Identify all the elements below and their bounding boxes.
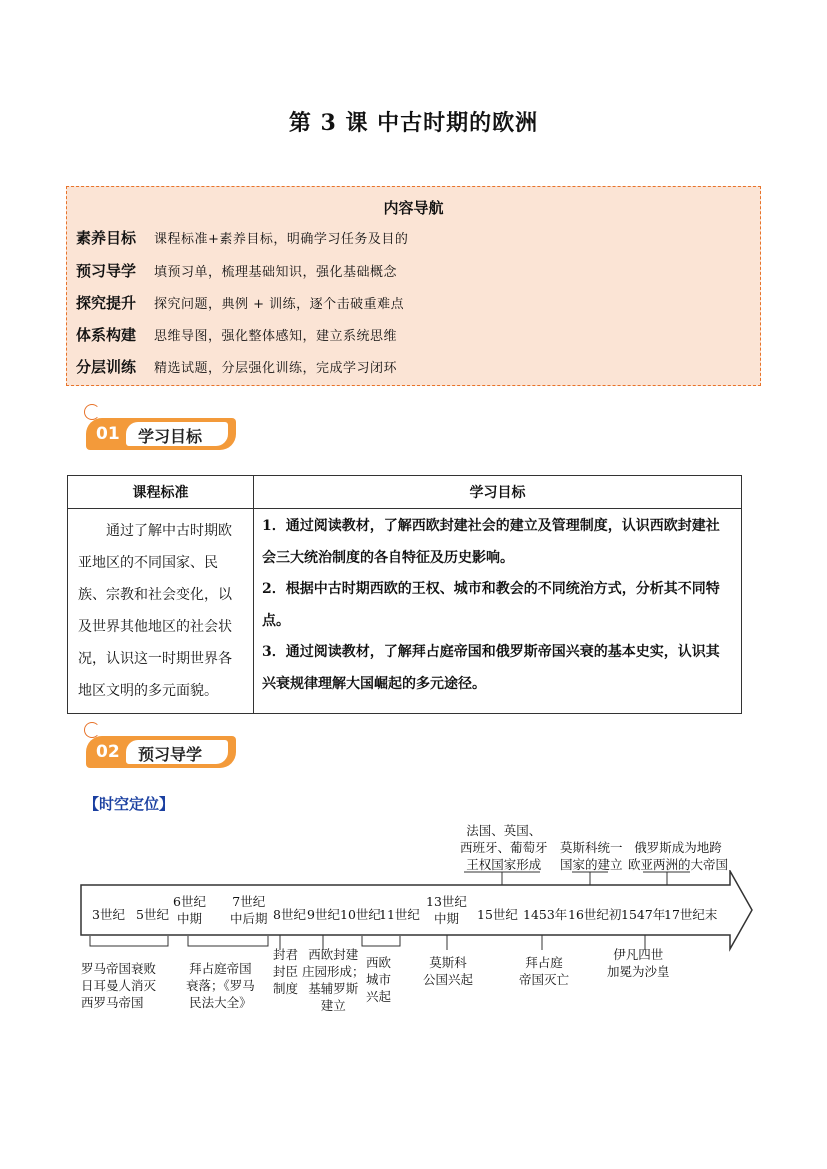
badge-number: 01 [96,424,120,444]
timeline-label: 10世纪 [340,907,381,922]
table-header-row [68,476,742,509]
timeline-event-below: 莫斯科 公国兴起 [423,955,474,987]
timeline-label: 15世纪 [477,907,518,922]
nav-value: 精选试题，分层强化训练，完成学习闭环 [154,361,398,376]
nav-value: 思维导图，强化整体感知，建立系统思维 [154,329,398,344]
timeline-label: 11世纪 [379,907,420,922]
timeline-event-above: 俄罗斯成为地跨 欧亚两洲的大帝国 [628,840,729,872]
objective-item: 3．通过阅读教材，了解拜占庭帝国和俄罗斯帝国兴衰的基本史实，认识其兴衰规律理解大国崛起的多元途径。 [262,644,720,692]
objective-item: 2．根据中古时期西欧的王权、城市和教会的不同统治方式，分析其不同特点。 [262,581,720,629]
nav-value: 填预习单，梳理基础知识，强化基础概念 [154,265,398,280]
nav-row [76,227,408,253]
timeline-label: 13世纪 中期 [426,894,467,926]
timeline-label: 9世纪 [307,907,340,922]
nav-row [76,292,404,318]
timeline-event-below: 伊凡四世 加冕为沙皇 [607,947,670,979]
nav-value: 课程标准+素养目标，明确学习任务及目的 [154,232,409,247]
timeline-label: 16世纪初 [568,907,622,922]
nav-key: 分层训练 [76,358,137,376]
timeline-event-below: 西欧 城市 兴起 [366,955,392,1004]
nav-key: 预习导学 [76,262,137,280]
nav-value: 探究问题，典例 + 训练，逐个击破重难点 [154,297,405,312]
nav-key: 素养目标 [76,229,137,247]
timeline-label: 3世纪 [92,907,125,922]
curriculum-standard-cell [68,509,254,714]
timeline-event-below: 封君 封臣 制度 [273,947,299,996]
timeline-event-below: 西欧封建 庄园形成； 基辅罗斯 建立 [302,947,365,1013]
timeline-event-below: 拜占庭 帝国灭亡 [519,955,570,987]
objective-item: 1．通过阅读教材，了解西欧封建社会的建立及管理制度，认识西欧封建社会三大统治制度的各自特征及历史影响。 [262,518,720,566]
nav-row [76,260,397,286]
nav-row [76,324,397,350]
learning-objectives-cell [254,509,742,714]
content-navigation-box [66,186,761,386]
nav-key: 探究提升 [76,294,137,312]
section-label-timeline: 【时空定位】 [84,795,175,813]
timeline-event-above: 莫斯科统一 国家的建立 [560,840,623,872]
nav-key: 体系构建 [76,326,137,344]
timeline-label: 6世纪 中期 [173,894,206,926]
table-row [68,509,742,714]
timeline-label: 1547年 [621,907,666,922]
timeline-event-below: 罗马帝国衰败 日耳曼人消灭 西罗马帝国 [81,961,157,1010]
timeline-event-below: 拜占庭帝国 衰落；《罗马 民法大全》 [186,961,255,1010]
timeline-label: 1453年 [523,907,568,922]
timeline-event-above: 法国、英国、 西班牙、葡萄牙 王权国家形成 [460,823,548,872]
nav-row [76,356,397,382]
badge-label: 预习导学 [138,745,203,764]
nav-heading: 内容导航 [383,199,444,217]
badge-number: 02 [96,742,120,762]
timeline-label: 5世纪 [136,907,169,922]
badge-label: 学习目标 [138,427,203,446]
timeline-label: 7世纪 中后期 [230,894,268,926]
learning-goals-table [67,475,742,714]
timeline-label: 17世纪末 [664,907,718,922]
table-header: 课程标准 [68,476,254,509]
curriculum-standard-text: 通过了解中古时期欧亚地区的不同国家、民族、宗教和社会变化，以及世界其他地区的社会状况，认识这一时期世界各地区文明的多元面貌。 [78,523,232,699]
section-badge-preview-guide [86,730,238,770]
page-title: 第 3 课 中古时期的欧洲 [288,110,539,136]
table-header: 学习目标 [254,476,742,509]
timeline-label: 8世纪 [273,907,306,922]
section-badge-learning-goals [86,412,238,452]
